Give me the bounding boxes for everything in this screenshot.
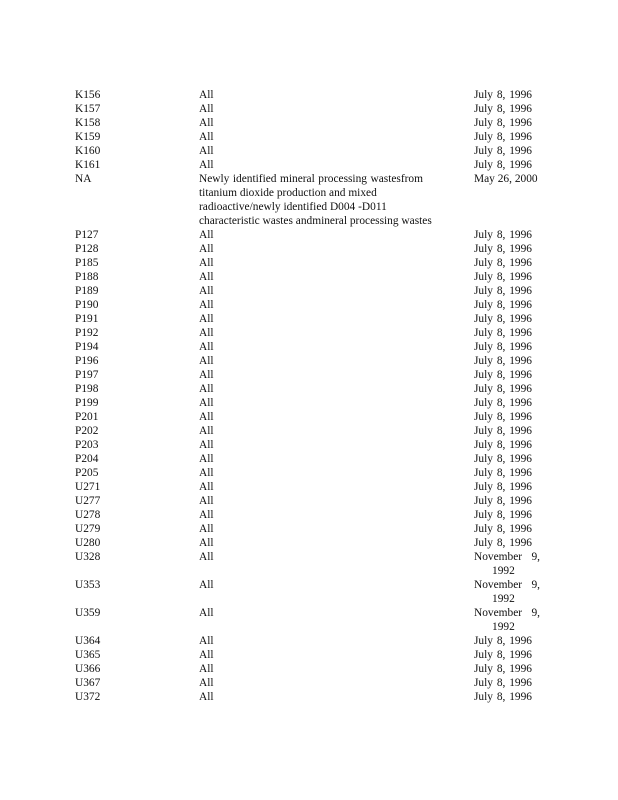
waste-description bbox=[199, 410, 449, 424]
waste-code: U279 bbox=[75, 523, 101, 535]
waste-description bbox=[199, 144, 449, 158]
waste-description bbox=[199, 284, 449, 298]
table-row bbox=[0, 326, 618, 340]
effective-date bbox=[470, 634, 536, 648]
waste-code: P201 bbox=[75, 411, 99, 423]
description-line: All bbox=[199, 103, 214, 115]
date-line: July 8, 1996 bbox=[474, 495, 532, 507]
date-line: July 8, 1996 bbox=[474, 159, 532, 171]
date-line: July 8, 1996 bbox=[474, 523, 532, 535]
waste-code: P196 bbox=[75, 355, 99, 367]
table-row bbox=[0, 256, 618, 270]
description-line: All bbox=[199, 537, 214, 549]
description-line: All bbox=[199, 635, 214, 647]
date-line: July 8, 1996 bbox=[474, 481, 532, 493]
table-row bbox=[0, 676, 618, 690]
effective-date bbox=[470, 606, 540, 634]
waste-description bbox=[199, 634, 449, 648]
effective-date bbox=[470, 690, 536, 704]
description-line: All bbox=[199, 509, 214, 521]
effective-date bbox=[470, 228, 536, 242]
waste-description bbox=[199, 578, 449, 592]
date-line: July 8, 1996 bbox=[474, 243, 532, 255]
table-row bbox=[0, 606, 618, 634]
description-line: All bbox=[199, 159, 214, 171]
waste-description bbox=[199, 438, 449, 452]
waste-code: U328 bbox=[75, 551, 101, 563]
effective-date bbox=[470, 144, 536, 158]
waste-code: P202 bbox=[75, 425, 99, 437]
date-line: July 8, 1996 bbox=[474, 89, 532, 101]
waste-code: U372 bbox=[75, 691, 101, 703]
waste-code: U367 bbox=[75, 677, 101, 689]
effective-date bbox=[470, 676, 536, 690]
waste-code: P199 bbox=[75, 397, 99, 409]
table-row bbox=[0, 144, 618, 158]
date-line: July 8, 1996 bbox=[474, 509, 532, 521]
effective-date bbox=[470, 312, 536, 326]
table-row bbox=[0, 116, 618, 130]
waste-description bbox=[199, 536, 449, 550]
waste-description bbox=[199, 676, 449, 690]
effective-date bbox=[470, 298, 536, 312]
description-line: All bbox=[199, 691, 214, 703]
effective-date bbox=[470, 578, 540, 606]
date-line: July 8, 1996 bbox=[474, 313, 532, 325]
waste-description bbox=[199, 662, 449, 676]
description-line: Newly identified mineral processing wastesfrom bbox=[199, 173, 423, 185]
effective-date bbox=[470, 410, 536, 424]
description-line: All bbox=[199, 145, 214, 157]
date-line: 1992 bbox=[492, 593, 515, 605]
description-line: All bbox=[199, 579, 214, 591]
date-line: July 8, 1996 bbox=[474, 383, 532, 395]
date-line: July 8, 1996 bbox=[474, 327, 532, 339]
effective-date bbox=[470, 522, 536, 536]
effective-date bbox=[470, 550, 540, 578]
table-row bbox=[0, 466, 618, 480]
waste-description bbox=[199, 256, 449, 270]
table-row bbox=[0, 354, 618, 368]
effective-date bbox=[470, 382, 536, 396]
effective-date bbox=[470, 116, 536, 130]
waste-code: P191 bbox=[75, 313, 99, 325]
table-row bbox=[0, 648, 618, 662]
table-row bbox=[0, 410, 618, 424]
effective-date bbox=[470, 102, 536, 116]
waste-code: P127 bbox=[75, 229, 99, 241]
description-line: titanium dioxide production and mixed bbox=[199, 187, 377, 199]
table-row bbox=[0, 368, 618, 382]
table-row bbox=[0, 270, 618, 284]
date-line: November 9, bbox=[474, 551, 540, 563]
table-row bbox=[0, 340, 618, 354]
waste-code: U277 bbox=[75, 495, 101, 507]
effective-date bbox=[470, 354, 536, 368]
waste-code: U366 bbox=[75, 663, 101, 675]
effective-date bbox=[470, 536, 536, 550]
waste-description bbox=[199, 480, 449, 494]
description-line: All bbox=[199, 89, 214, 101]
date-line: July 8, 1996 bbox=[474, 285, 532, 297]
description-line: All bbox=[199, 117, 214, 129]
waste-code: P185 bbox=[75, 257, 99, 269]
date-line: July 8, 1996 bbox=[474, 103, 532, 115]
waste-code: K156 bbox=[75, 89, 101, 101]
waste-code: K161 bbox=[75, 159, 101, 171]
date-line: November 9, bbox=[474, 607, 540, 619]
date-line: July 8, 1996 bbox=[474, 411, 532, 423]
effective-date bbox=[470, 340, 536, 354]
description-line: All bbox=[199, 607, 214, 619]
effective-date bbox=[470, 648, 536, 662]
effective-date bbox=[470, 326, 536, 340]
table-row bbox=[0, 382, 618, 396]
description-line: All bbox=[199, 425, 214, 437]
effective-date bbox=[470, 284, 536, 298]
effective-date bbox=[470, 480, 536, 494]
date-line: July 8, 1996 bbox=[474, 145, 532, 157]
waste-description bbox=[199, 508, 449, 522]
waste-code: U365 bbox=[75, 649, 101, 661]
description-line: All bbox=[199, 397, 214, 409]
date-line: July 8, 1996 bbox=[474, 271, 532, 283]
effective-date bbox=[470, 508, 536, 522]
waste-description bbox=[199, 130, 449, 144]
waste-description bbox=[199, 368, 449, 382]
waste-description bbox=[199, 522, 449, 536]
waste-description bbox=[199, 102, 449, 116]
waste-description bbox=[199, 270, 449, 284]
waste-code: P203 bbox=[75, 439, 99, 451]
effective-date bbox=[470, 466, 536, 480]
date-line: July 8, 1996 bbox=[474, 369, 532, 381]
date-line: July 8, 1996 bbox=[474, 537, 532, 549]
effective-date bbox=[470, 88, 536, 102]
table-row bbox=[0, 172, 618, 228]
description-line: All bbox=[199, 271, 214, 283]
waste-description bbox=[199, 550, 449, 564]
date-line: July 8, 1996 bbox=[474, 257, 532, 269]
table-row bbox=[0, 662, 618, 676]
date-line: July 8, 1996 bbox=[474, 691, 532, 703]
date-line: 1992 bbox=[492, 621, 515, 633]
date-line: July 8, 1996 bbox=[474, 649, 532, 661]
description-line: All bbox=[199, 467, 214, 479]
description-line: All bbox=[199, 341, 214, 353]
waste-code: K159 bbox=[75, 131, 101, 143]
table-row bbox=[0, 550, 618, 578]
waste-code: U278 bbox=[75, 509, 101, 521]
waste-code: P194 bbox=[75, 341, 99, 353]
date-line: July 8, 1996 bbox=[474, 341, 532, 353]
description-line: All bbox=[199, 383, 214, 395]
date-line: July 8, 1996 bbox=[474, 677, 532, 689]
table-row bbox=[0, 284, 618, 298]
date-line: May 26, 2000 bbox=[474, 173, 538, 185]
description-line: All bbox=[199, 243, 214, 255]
waste-code: U359 bbox=[75, 607, 101, 619]
waste-description bbox=[199, 396, 449, 410]
table-row bbox=[0, 522, 618, 536]
effective-date bbox=[470, 368, 536, 382]
description-line: All bbox=[199, 677, 214, 689]
description-line: All bbox=[199, 551, 214, 563]
description-line: All bbox=[199, 453, 214, 465]
date-line: July 8, 1996 bbox=[474, 453, 532, 465]
waste-code: U271 bbox=[75, 481, 101, 493]
waste-description bbox=[199, 452, 449, 466]
table-row bbox=[0, 158, 618, 172]
effective-date bbox=[470, 494, 536, 508]
table-row bbox=[0, 424, 618, 438]
description-line: characteristic wastes andmineral processing wastes bbox=[199, 215, 432, 227]
waste-description bbox=[199, 648, 449, 662]
table-row bbox=[0, 298, 618, 312]
effective-date bbox=[470, 662, 536, 676]
waste-description bbox=[199, 606, 449, 620]
waste-description bbox=[199, 424, 449, 438]
waste-code: K158 bbox=[75, 117, 101, 129]
description-line: All bbox=[199, 411, 214, 423]
waste-description bbox=[199, 88, 449, 102]
date-line: July 8, 1996 bbox=[474, 397, 532, 409]
waste-code: P197 bbox=[75, 369, 99, 381]
table-row bbox=[0, 130, 618, 144]
description-line: All bbox=[199, 439, 214, 451]
waste-code: P190 bbox=[75, 299, 99, 311]
description-line: All bbox=[199, 523, 214, 535]
table-row bbox=[0, 578, 618, 606]
date-line: 1992 bbox=[492, 565, 515, 577]
effective-date bbox=[470, 396, 536, 410]
table-row bbox=[0, 312, 618, 326]
date-line: July 8, 1996 bbox=[474, 439, 532, 451]
waste-description bbox=[199, 494, 449, 508]
waste-code: U364 bbox=[75, 635, 101, 647]
waste-description bbox=[199, 172, 449, 228]
date-line: July 8, 1996 bbox=[474, 635, 532, 647]
effective-date bbox=[470, 452, 536, 466]
description-line: All bbox=[199, 481, 214, 493]
waste-description bbox=[199, 298, 449, 312]
description-line: All bbox=[199, 327, 214, 339]
date-line: July 8, 1996 bbox=[474, 299, 532, 311]
description-line: All bbox=[199, 495, 214, 507]
waste-description bbox=[199, 340, 449, 354]
waste-code: NA bbox=[75, 173, 92, 185]
description-line: All bbox=[199, 131, 214, 143]
waste-code: P192 bbox=[75, 327, 99, 339]
effective-date bbox=[470, 172, 536, 186]
waste-description bbox=[199, 466, 449, 480]
waste-description bbox=[199, 228, 449, 242]
waste-description bbox=[199, 116, 449, 130]
table-row bbox=[0, 480, 618, 494]
waste-code: K160 bbox=[75, 145, 101, 157]
date-line: July 8, 1996 bbox=[474, 467, 532, 479]
waste-code: P204 bbox=[75, 453, 99, 465]
waste-code: P188 bbox=[75, 271, 99, 283]
table-row bbox=[0, 396, 618, 410]
description-line: All bbox=[199, 257, 214, 269]
waste-description bbox=[199, 382, 449, 396]
table-row bbox=[0, 508, 618, 522]
description-line: All bbox=[199, 369, 214, 381]
description-line: All bbox=[199, 299, 214, 311]
waste-description bbox=[199, 312, 449, 326]
date-line: July 8, 1996 bbox=[474, 117, 532, 129]
effective-date bbox=[470, 270, 536, 284]
description-line: radioactive/newly identified D004 -D011 bbox=[199, 201, 387, 213]
date-line: July 8, 1996 bbox=[474, 425, 532, 437]
table-row bbox=[0, 634, 618, 648]
description-line: All bbox=[199, 649, 214, 661]
table-row bbox=[0, 690, 618, 704]
waste-code: P128 bbox=[75, 243, 99, 255]
date-line: July 8, 1996 bbox=[474, 131, 532, 143]
effective-date bbox=[470, 158, 536, 172]
waste-code: U280 bbox=[75, 537, 101, 549]
effective-date bbox=[470, 256, 536, 270]
table-row bbox=[0, 452, 618, 466]
date-line: November 9, bbox=[474, 579, 540, 591]
description-line: All bbox=[199, 313, 214, 325]
effective-date bbox=[470, 438, 536, 452]
waste-description bbox=[199, 354, 449, 368]
date-line: July 8, 1996 bbox=[474, 229, 532, 241]
table-row bbox=[0, 242, 618, 256]
waste-code: P205 bbox=[75, 467, 99, 479]
waste-code: U353 bbox=[75, 579, 101, 591]
table-row bbox=[0, 438, 618, 452]
waste-description bbox=[199, 326, 449, 340]
table-row bbox=[0, 102, 618, 116]
description-line: All bbox=[199, 285, 214, 297]
waste-code: P189 bbox=[75, 285, 99, 297]
waste-description bbox=[199, 158, 449, 172]
waste-description bbox=[199, 690, 449, 704]
effective-date bbox=[470, 424, 536, 438]
table-row bbox=[0, 228, 618, 242]
table-row bbox=[0, 494, 618, 508]
waste-code: K157 bbox=[75, 103, 101, 115]
waste-code: P198 bbox=[75, 383, 99, 395]
date-line: July 8, 1996 bbox=[474, 663, 532, 675]
effective-date bbox=[470, 242, 536, 256]
table-row bbox=[0, 536, 618, 550]
description-line: All bbox=[199, 229, 214, 241]
date-line: July 8, 1996 bbox=[474, 355, 532, 367]
description-line: All bbox=[199, 663, 214, 675]
effective-date bbox=[470, 130, 536, 144]
waste-description bbox=[199, 242, 449, 256]
description-line: All bbox=[199, 355, 214, 367]
table-row bbox=[0, 88, 618, 102]
